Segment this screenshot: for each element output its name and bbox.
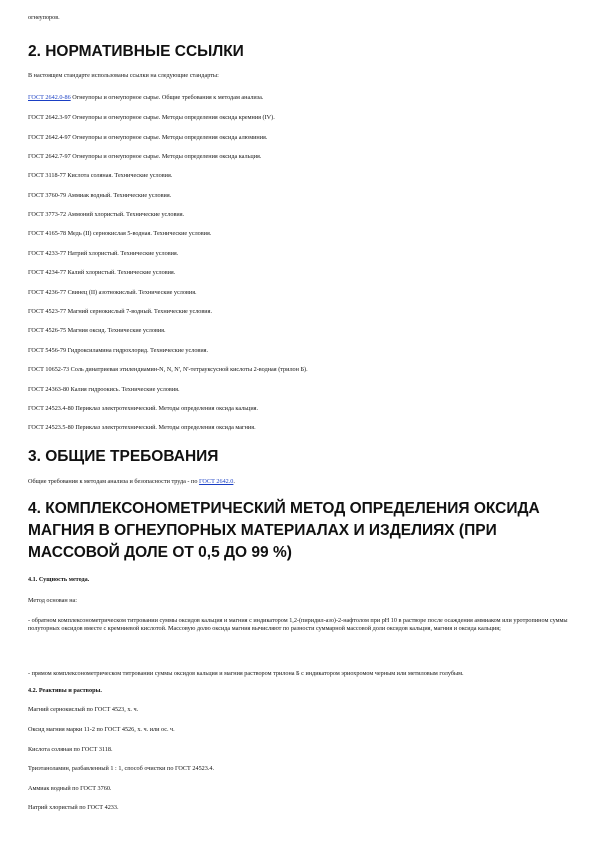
section-2-intro: В настоящем стандарте использованы ссылки на следующие стандарты: <box>28 72 219 79</box>
reference-item: ГОСТ 24523.5-80 Периклаз электротехнический. Методы определения оксида магния. <box>28 424 256 431</box>
reagent-item: Натрий хлористый по ГОСТ 4233. <box>28 804 119 811</box>
reference-item: ГОСТ 2642.3-97 Огнеупоры и огнеупорное сырье. Методы определения оксида кремния (IV). <box>28 114 275 121</box>
section-4-heading: 4. КОМПЛЕКСОНОМЕТРИЧЕСКИЙ МЕТОД ОПРЕДЕЛЕНИЯ ОКСИДА МАГНИЯ В ОГНЕУПОРНЫХ МАТЕРИАЛАХ И ИЗДЕЛИЯХ (ПРИ МАССОВОЙ ДОЛЕ ОТ 0,5 ДО 99 %) <box>28 500 540 561</box>
reagent-item: Триэтаноламин, разбавленный 1 : 1, способ очистки по ГОСТ 24523.4. <box>28 765 215 772</box>
gost-2642-0-86-link[interactable]: ГОСТ 2642.0-86 <box>28 94 71 101</box>
gost-2642-0-link[interactable]: ГОСТ 2642.0 <box>198 478 234 485</box>
section-3-text: Общие требования к методам анализа и безопасности труда - по ГОСТ 2642.0. <box>28 478 235 485</box>
reagent-item: Магний сернокислый по ГОСТ 4523, х. ч. <box>28 706 139 713</box>
reference-item: ГОСТ 5456-79 Гидроксиламина гидрохлорид. Технические условия. <box>28 347 209 354</box>
reference-item: ГОСТ 4236-77 Свинец (II) азотнокислый. Технические условия. <box>28 289 197 296</box>
reagent-item: Кислота соляная по ГОСТ 3118. <box>28 746 113 753</box>
reference-text: Огнеупоры и огнеупорное сырье. Общие требования к методам анализа. <box>70 94 264 101</box>
reference-item: ГОСТ 4526-75 Магния оксид. Технические условия. <box>28 327 166 334</box>
reference-item: ГОСТ 4234-77 Калий хлористый. Технические условия. <box>28 269 176 276</box>
reference-item: ГОСТ 24523.4-80 Периклаз электротехнический. Методы определения оксида кальция. <box>28 405 259 412</box>
method-bullet-2: - прямом комплексонометрическом титровании суммы оксидов кальция и магния раствором трилона Б с индикатором эриохромом черным или метиловым голубым. <box>28 670 464 677</box>
section-2-heading: 2. НОРМАТИВНЫЕ ССЫЛКИ <box>28 43 244 60</box>
reagent-item: Аммиак водный по ГОСТ 3760. <box>28 785 112 792</box>
reference-item: ГОСТ 2642.7-97 Огнеупоры и огнеупорное сырье. Методы определения оксида кальция. <box>28 153 262 160</box>
intro-tail-text: огнеупоров. <box>28 14 60 21</box>
reference-item: ГОСТ 4165-78 Медь (II) сернокислая 5-водная. Технические условия. <box>28 230 212 237</box>
reference-item: ГОСТ 2642.4-97 Огнеупоры и огнеупорное сырье. Методы определения оксида алюминия. <box>28 134 268 141</box>
subsection-4-1-heading: 4.1. Сущность метода. <box>28 576 90 583</box>
method-intro-text: Метод основан на: <box>28 597 78 604</box>
reagent-item: Оксид магния марки 11-2 по ГОСТ 4526, х. ч. или ос. ч. <box>28 726 175 733</box>
subsection-4-2-heading: 4.2. Реактивы и растворы. <box>28 687 102 694</box>
reference-item: ГОСТ 3773-72 Аммоний хлористый. Технические условия. <box>28 211 185 218</box>
reference-item <box>28 94 263 102</box>
reference-item: ГОСТ 3760-79 Аммиак водный. Технические условия. <box>28 192 172 199</box>
reference-item: ГОСТ 10652-73 Соль динатриевая этилендиамин-N, N, N', N'-тетрауксусной кислоты 2-водная (трилон Б). <box>28 366 308 373</box>
method-bullet-1: - обратном комплексонометрическом титровании суммы оксидов кальция и магния с индикатором 1,2-(пиридил-азо)-2-нафтолом при рН 10 в растворе после осаждения аммиаком или уротропином суммы полуторных оксидов вместе с кремниевой кислотой. Массовую долю оксида магния вычисляют по разности суммарной массовой доли оксидов кальция, магния и оксида кальция; <box>28 617 568 632</box>
reference-item: ГОСТ 4523-77 Магний сернокислый 7-водный. Технические условия. <box>28 308 213 315</box>
reference-item: ГОСТ 24363-80 Калия гидроокись. Технические условия. <box>28 386 180 393</box>
section-3-heading: 3. ОБЩИЕ ТРЕБОВАНИЯ <box>28 448 219 465</box>
reference-item: ГОСТ 3118-77 Кислота соляная. Технические условия. <box>28 172 173 179</box>
reference-item: ГОСТ 4233-77 Натрий хлористый. Технические условия. <box>28 250 179 257</box>
